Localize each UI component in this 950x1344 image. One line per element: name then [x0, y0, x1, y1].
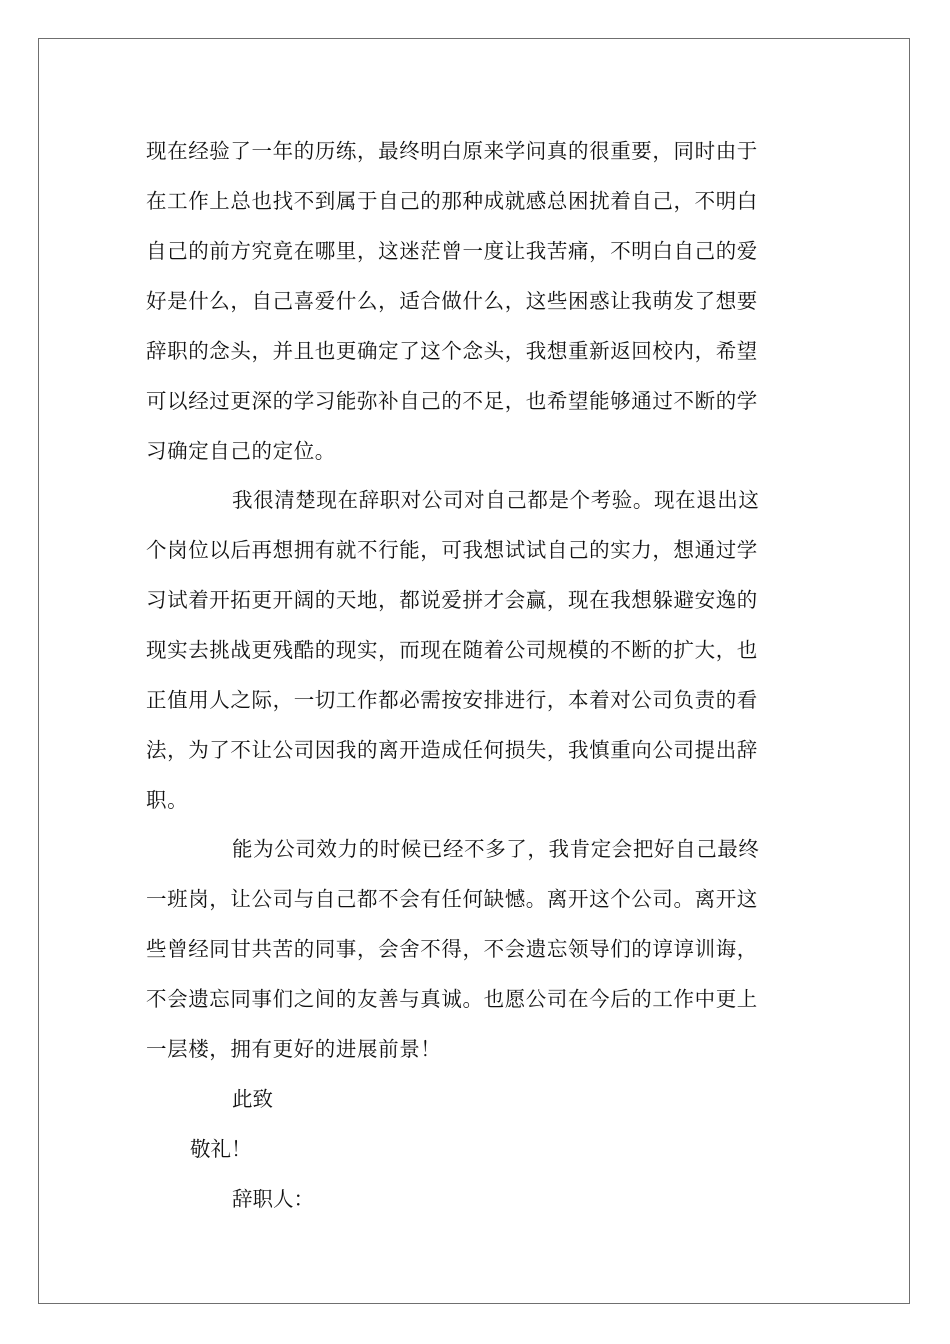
paragraph-line: 辞职的念头，并且也更确定了这个念头，我想重新返回校内，希望	[146, 339, 758, 363]
paragraph-line: 可以经过更深的学习能弥补自己的不足，也希望能够通过不断的学	[146, 389, 758, 413]
paragraph-line: 一班岗，让公司与自己都不会有任何缺憾。离开这个公司。离开这	[146, 887, 758, 911]
paragraph-line: 一层楼，拥有更好的进展前景！	[146, 1037, 442, 1061]
paragraph-line: 些曾经同甘共苦的同事，会舍不得，不会遗忘领导们的谆谆训诲，	[146, 937, 758, 961]
signature-label: 辞职人：	[232, 1187, 314, 1211]
paragraph-first-line: 我很清楚现在辞职对公司对自己都是个考验。现在退出这	[232, 488, 760, 512]
paragraph-line: 好是什么，自己喜爱什么，适合做什么，这些困惑让我萌发了想要	[146, 289, 758, 313]
paragraph-line: 习试着开拓更开阔的天地，都说爱拼才会赢，现在我想躲避安逸的	[146, 588, 758, 612]
paragraph-line: 现实去挑战更残酷的现实，而现在随着公司规模的不断的扩大，也	[146, 638, 758, 662]
paragraph-line: 正值用人之际，一切工作都必需按安排进行，本着对公司负责的看	[146, 688, 758, 712]
paragraph-first-line: 能为公司效力的时候已经不多了，我肯定会把好自己最终	[232, 837, 760, 861]
paragraph-line: 不会遗忘同事们之间的友善与真诚。也愿公司在今后的工作中更上	[146, 987, 758, 1011]
paragraph-line: 职。	[146, 788, 189, 812]
paragraph-line: 自己的前方究竟在哪里，这迷茫曾一度让我苦痛，不明白自己的爱	[146, 239, 758, 263]
paragraph-line: 习确定自己的定位。	[146, 439, 336, 463]
closing-regards: 敬礼！	[190, 1137, 252, 1161]
closing-salutation: 此致	[232, 1087, 273, 1111]
paragraph-line: 现在经验了一年的历练，最终明白原来学问真的很重要，同时由于	[146, 139, 758, 163]
paragraph-line: 在工作上总也找不到属于自己的那种成就感总困扰着自己，不明白	[146, 189, 758, 213]
paragraph-line: 个岗位以后再想拥有就不行能，可我想试试自己的实力，想通过学	[146, 538, 758, 562]
page-border	[38, 38, 910, 1304]
paragraph-line: 法，为了不让公司因我的离开造成任何损失，我慎重向公司提出辞	[146, 738, 758, 762]
